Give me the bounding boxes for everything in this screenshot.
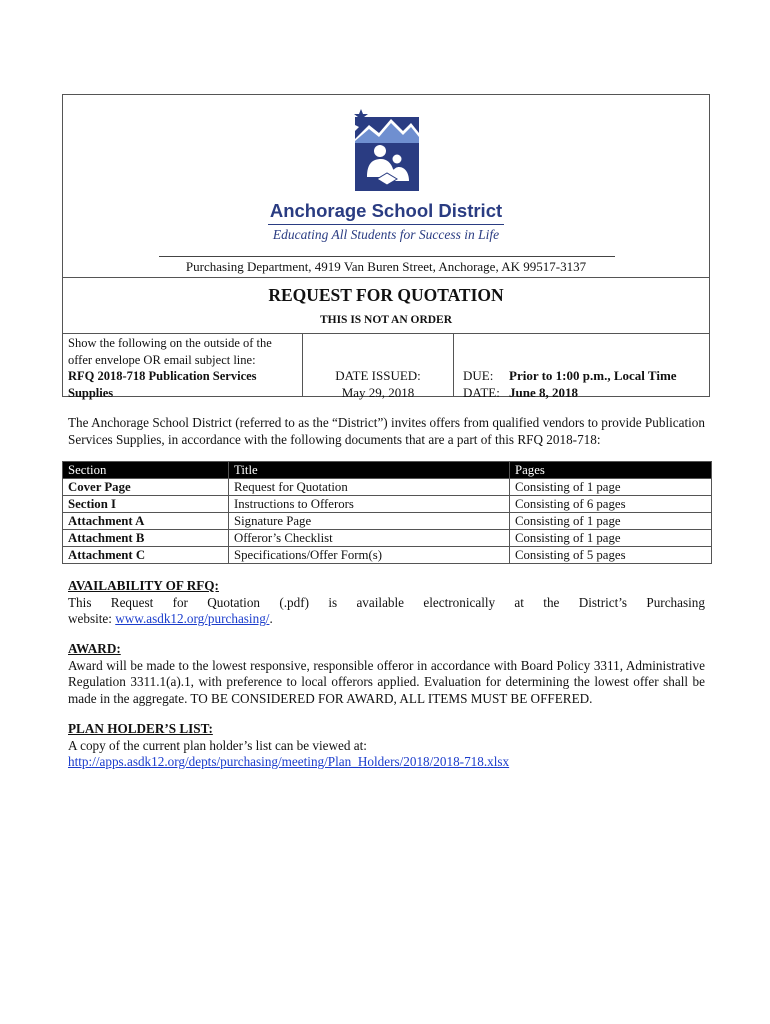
- column-header: Pages: [510, 462, 712, 479]
- documents-table: [62, 461, 712, 564]
- purchasing-website-link[interactable]: www.asdk12.org/purchasing/: [115, 611, 270, 626]
- table-row: [63, 547, 712, 564]
- table-cell: Attachment A: [63, 513, 229, 530]
- date-issued-label: DATE ISSUED:: [335, 368, 421, 383]
- intro-paragraph: The Anchorage School District (referred to as the “District”) invites offers from qualified vendors to provide Publication Services Supplies, in accordance with the following documents that are a part of this RFQ 2018-718:: [68, 415, 705, 447]
- table-cell: Request for Quotation: [229, 479, 510, 496]
- table-cell: Consisting of 1 page: [510, 513, 712, 530]
- award-section: [68, 641, 705, 707]
- due-date-cell: [463, 368, 703, 401]
- district-name: Anchorage School District: [63, 200, 709, 225]
- address-rule: [159, 256, 615, 257]
- envelope-instructions: [68, 335, 298, 401]
- table-cell: Signature Page: [229, 513, 510, 530]
- table-cell: Consisting of 5 pages: [510, 547, 712, 564]
- column-header: Title: [229, 462, 510, 479]
- table-cell: Cover Page: [63, 479, 229, 496]
- award-heading: AWARD:: [68, 641, 121, 656]
- purchasing-address: Purchasing Department, 4919 Van Buren Street, Anchorage, AK 99517-3137: [185, 259, 587, 274]
- header-box: [62, 94, 710, 400]
- due-label: DUE:: [463, 368, 494, 383]
- table-row: [63, 479, 712, 496]
- table-cell: Instructions to Offerors: [229, 496, 510, 513]
- rfq-number: RFQ 2018-718 Publication Services: [68, 369, 257, 383]
- plan-holders-link[interactable]: http://apps.asdk12.org/depts/purchasing/meeting/Plan_Holders/2018/2018-718.xlsx: [68, 754, 510, 769]
- availability-section: [68, 578, 705, 628]
- availability-website-line: [68, 611, 705, 628]
- period: .: [269, 611, 273, 626]
- table-cell: Attachment B: [63, 530, 229, 547]
- table-cell: Specifications/Offer Form(s): [229, 547, 510, 564]
- page-title: REQUEST FOR QUOTATION: [268, 285, 504, 305]
- table-row: [63, 496, 712, 513]
- plan-holders-section: [68, 721, 705, 771]
- due-date-value: June 8, 2018: [509, 384, 578, 400]
- due-value: Prior to 1:00 p.m., Local Time: [509, 368, 677, 383]
- award-text: Award will be made to the lowest responsive, responsible offeror in accordance with Board Policy 3311, Administrative Regulation 3311.1(a).1, with preference to local offerors applied. Evaluation for determining the lowest offer shall be made in the aggregate. TO BE CONSIDERED FOR AWARD, ALL ITEMS MUST BE OFFERED.: [68, 657, 705, 706]
- date-issued-cell: [302, 334, 454, 400]
- envelope-line: offer envelope OR email subject line:: [68, 352, 256, 367]
- rfq-subject: Supplies: [68, 385, 114, 400]
- table-cell: Attachment C: [63, 547, 229, 564]
- availability-heading: AVAILABILITY OF RFQ:: [68, 578, 219, 593]
- website-label: website:: [68, 611, 116, 626]
- column-header: Section: [63, 462, 229, 479]
- not-an-order-notice: THIS IS NOT AN ORDER: [319, 314, 453, 326]
- district-tagline: Educating All Students for Success in Life: [272, 227, 500, 242]
- table-row: [63, 513, 712, 530]
- table-cell: Section I: [63, 496, 229, 513]
- rfq-info-row: [63, 334, 709, 400]
- date-label: DATE:: [463, 384, 500, 400]
- table-cell: Consisting of 1 page: [510, 530, 712, 547]
- table-cell: Consisting of 1 page: [510, 479, 712, 496]
- availability-text: This Request for Quotation (.pdf) is available electronically at the District’s Purchasing: [68, 594, 705, 610]
- district-logo: [353, 107, 421, 193]
- divider: [63, 277, 709, 278]
- plan-holders-heading: PLAN HOLDER’S LIST:: [68, 721, 213, 736]
- table-header-row: [63, 462, 712, 479]
- logo-area: [63, 95, 709, 278]
- table-row: [63, 530, 712, 547]
- plan-holders-text: A copy of the current plan holder’s list can be viewed at:: [68, 737, 367, 753]
- table-cell: Consisting of 6 pages: [510, 496, 712, 513]
- envelope-line: Show the following on the outside of the: [68, 336, 272, 350]
- table-cell: Offeror’s Checklist: [229, 530, 510, 547]
- date-issued-value: May 29, 2018: [341, 384, 415, 400]
